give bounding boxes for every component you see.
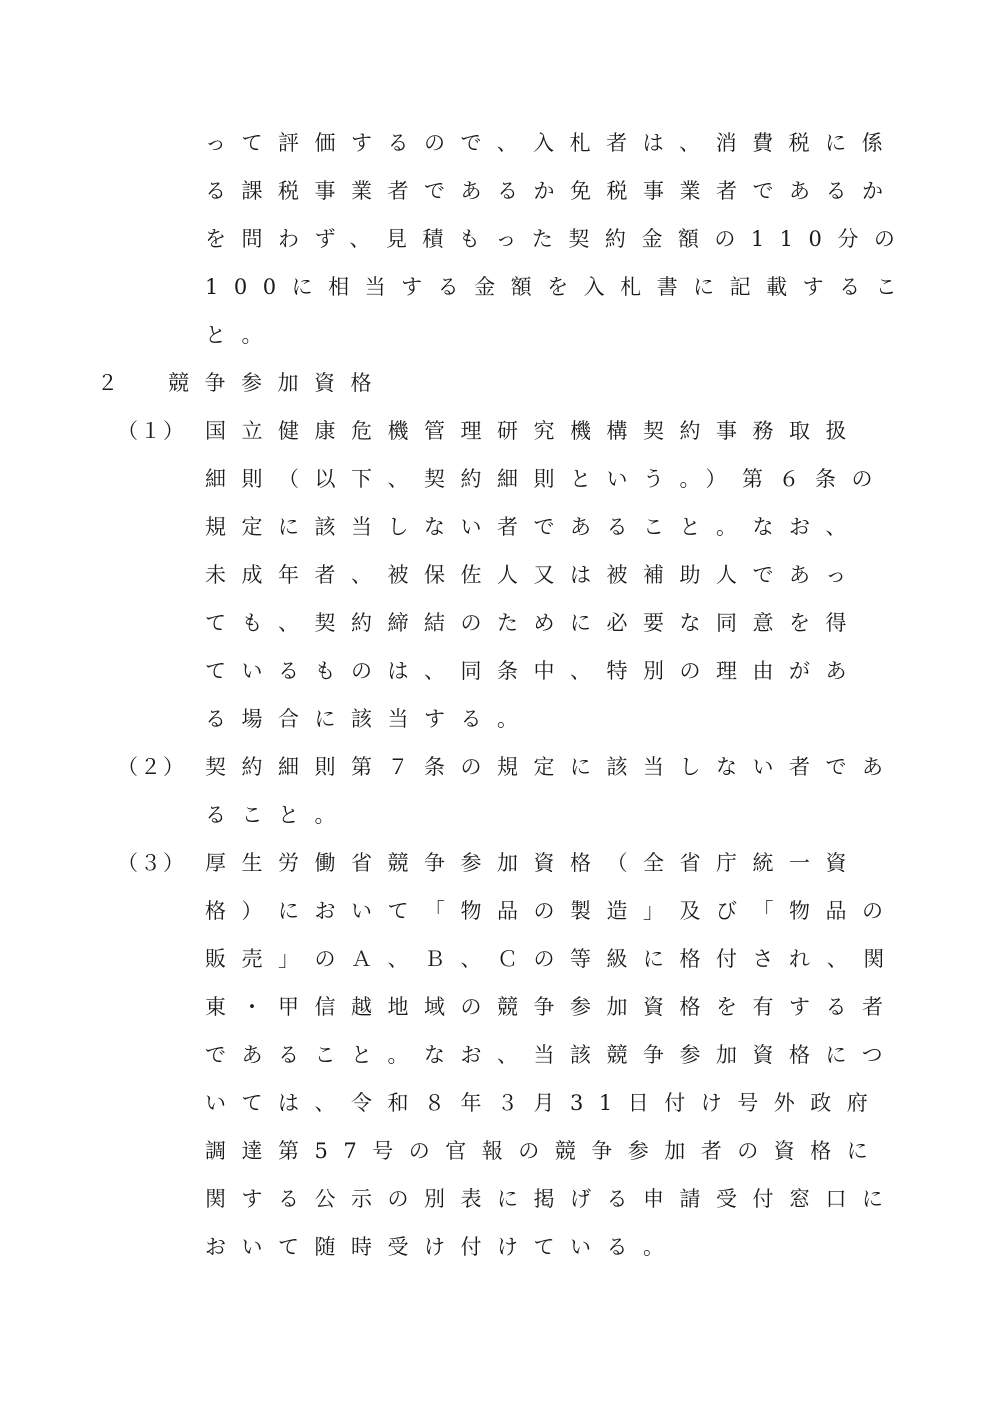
item-line: ているものは、同条中、特別の理由があ (205, 659, 862, 683)
intro-line: って評価するので、入札者は、消費税に係 (205, 131, 899, 155)
item-number: （１） (117, 419, 186, 443)
section-title: 競争参加資格 (168, 371, 387, 395)
item-line: いては、令和８年３月31日付け号外政府 (205, 1091, 884, 1115)
intro-line: を問わず、見積もった契約金額の110分の (205, 227, 911, 251)
intro-line: 100に相当する金額を入札書に記載するこ (205, 275, 913, 299)
item-line: る場合に該当する。 (205, 707, 534, 731)
item-line: ること。 (205, 803, 351, 827)
item-line: 東・甲信越地域の競争参加資格を有する者 (205, 995, 899, 1019)
item-line: 厚生労働省競争参加資格（全省庁統一資 (205, 851, 862, 875)
item-number: （３） (117, 851, 186, 875)
item-line: ても、契約締結のために必要な同意を得 (205, 611, 862, 635)
intro-line: と。 (205, 323, 278, 347)
item-line: であること。なお、当該競争参加資格につ (205, 1043, 899, 1067)
item-line: おいて随時受け付けている。 (205, 1235, 680, 1259)
item-line: 販売」のＡ、Ｂ、Ｃの等級に格付され、関 (205, 947, 900, 971)
intro-line: る課税事業者であるか免税事業者であるか (205, 179, 899, 203)
item-line: 細則（以下、契約細則という。）第６条の (205, 467, 888, 491)
item-line: 格）において「物品の製造」及び「物品の (205, 899, 899, 923)
item-line: 未成年者、被保佐人又は被補助人であっ (205, 563, 862, 587)
section-number: ２ (97, 371, 118, 395)
item-number: （２） (117, 755, 186, 779)
item-line: 契約細則第７条の規定に該当しない者であ (205, 755, 899, 779)
item-line: 関する公示の別表に掲げる申請受付窓口に (205, 1187, 899, 1211)
item-line: 国立健康危機管理研究機構契約事務取扱 (205, 419, 862, 443)
item-line: 調達第57号の官報の競争参加者の資格に (205, 1139, 884, 1163)
item-line: 規定に該当しない者であること。なお、 (205, 515, 862, 539)
